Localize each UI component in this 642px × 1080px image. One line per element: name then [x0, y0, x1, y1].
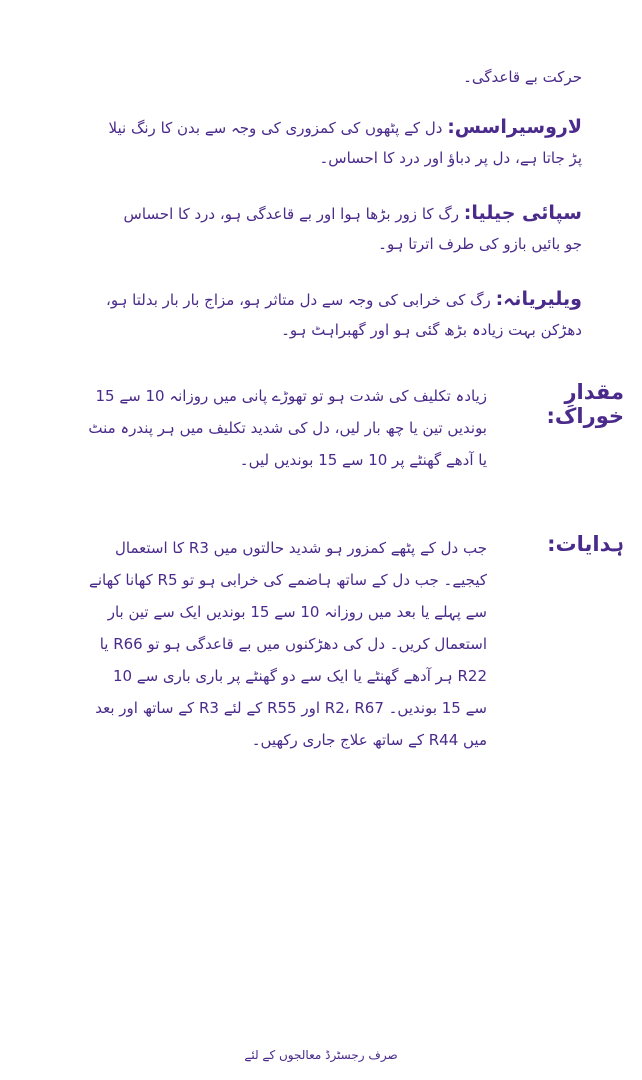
entry-text: رگ کا زور بڑھا ہوا اور بے قاعدگی ہو، درد کا احساس جو بائیں بازو کی طرف اترتا ہو۔ — [123, 205, 582, 253]
instructions-heading: ہدایات: — [547, 532, 624, 556]
entry-term: ویلیریانہ: — [495, 288, 582, 310]
entry-text: دل کے پٹھوں کی کمزوری کی وجہ سے بدن کا رنگ نیلا پڑ جاتا ہے، دل پر دباؤ اور درد کا احساس۔ — [108, 119, 582, 167]
entry-valeriana — [102, 284, 582, 345]
dosage-heading: مقدارِ خوراک: — [546, 380, 624, 428]
entry-text: رگ کی خرابی کی وجہ سے دل متاثر ہو، مزاج بار بار بدلتا ہو، دھڑکن بہت زیادہ بڑھ گئی ہو اور گھبراہٹ ہو۔ — [106, 291, 582, 339]
entry-spigelia — [102, 198, 582, 259]
dosage-text: زیادہ تکلیف کی شدت ہو تو تھوڑے پانی میں روزانہ 10 سے 15 بوندیں تین یا چھ بار لیں، دل کی شدید تکلیف میں ہر پندرہ منٹ یا آدھے گھنٹے پر 10 سے 15 بوندیں لیں۔ — [88, 387, 487, 469]
top-line: حرکت بے قاعدگی۔ — [463, 68, 582, 86]
entry-larocerasus — [102, 112, 582, 173]
entry-term: لاروسیراسس: — [447, 116, 582, 138]
instructions-text: جب دل کے پٹھے کمزور ہو شدید حالتوں میں R3 کا استعمال کیجیے۔ جب دل کے ساتھ ہاضمے کی خرابی ہو تو R5 کھانا کھانے سے پہلے یا بعد میں روزانہ 10 سے 15 بوندیں ایک سے تین بار استعمال کریں۔ دل کی دھڑکنوں میں بے قاعدگی ہو تو R66 یا R22 ہر آدھے گھنٹے یا ایک سے دو گھنٹے پر باری باری سے 10 سے 15 بوندیں۔ R2، R67 اور R55 کے لئے R3 کے ساتھ اور بعد میں R44 کے ساتھ علاج جاری رکھیں۔ — [89, 539, 487, 749]
footer-note: صرف رجسٹرڈ معالجوں کے لئے — [244, 1048, 398, 1062]
entry-term: سپائی جیلیا: — [463, 202, 582, 224]
